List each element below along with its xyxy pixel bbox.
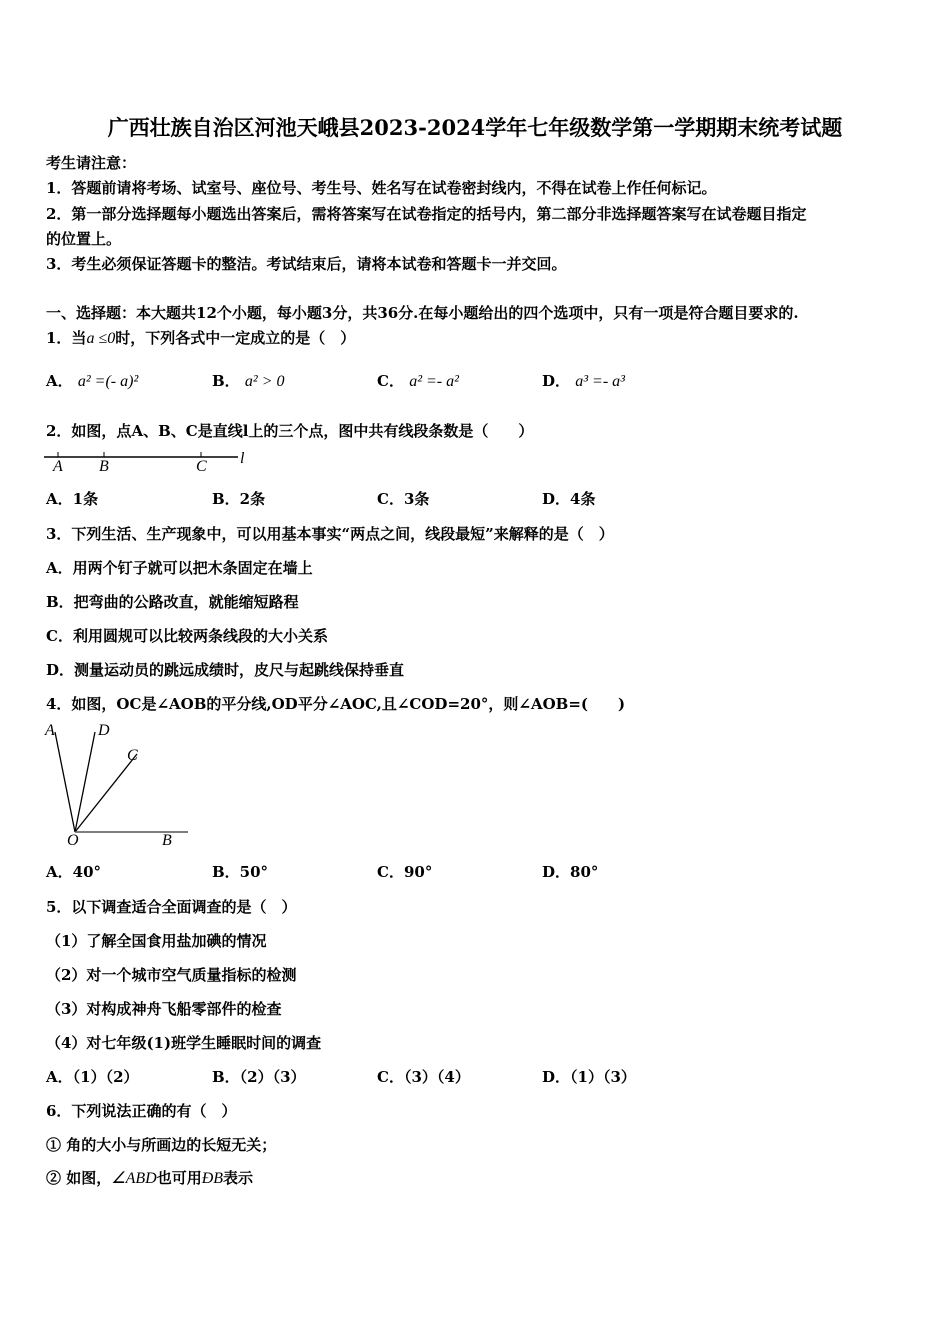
q1-option-b: B． a² > 0 — [212, 372, 285, 390]
q5-option-c: C．（3）（4） — [377, 1068, 470, 1086]
q4-option-a: A．40° — [46, 863, 102, 881]
q5-item: （3）对构成神舟飞船零部件的检查 — [46, 1000, 282, 1018]
q5-item: （2）对一个城市空气质量指标的检测 — [46, 966, 297, 984]
line-label-l: l — [240, 450, 245, 467]
q1-option-d: D． a³ =- a³ — [542, 372, 625, 390]
question-3: 3．下列生活、生产现象中，可以用基本事实“两点之间，线段最短”来解释的是（ ） — [46, 525, 614, 543]
q2-option-d: D．4条 — [542, 490, 596, 508]
notice-item: 3．考生必须保证答题卡的整洁。考试结束后，请将本试卷和答题卡一并交回。 — [46, 255, 567, 273]
q5-option-d: D．（1）（3） — [542, 1068, 636, 1086]
question-2: 2．如图，点A、B、C是直线l上的三个点，图中共有线段条数是（ ） — [46, 422, 534, 440]
notice-item: 的位置上。 — [46, 230, 122, 248]
q1-option-c: C． a² =- a² — [377, 372, 459, 390]
angle-figure — [40, 720, 210, 860]
question-5: 5．以下调查适合全面调查的是（ ） — [46, 898, 297, 916]
q3-option-a: A．用两个钉子就可以把木条固定在墙上 — [46, 559, 313, 577]
line-figure — [44, 450, 264, 480]
q2-option-c: C．3条 — [377, 490, 430, 508]
page-title: 广西壮族自治区河池天峨县2023-2024学年七年级数学第一学期期末统考试题 — [107, 115, 843, 140]
q3-option-c: C．利用圆规可以比较两条线段的大小关系 — [46, 627, 328, 645]
point-label-b: B — [162, 832, 172, 849]
q4-option-b: B．50° — [212, 863, 269, 881]
point-label-a: A — [53, 458, 63, 475]
point-label-o: O — [67, 832, 79, 849]
question-1: 1．当a ≤0时，下列各式中一定成立的是（ ） — [46, 329, 356, 347]
q5-item: （1）了解全国食用盐加碘的情况 — [46, 932, 267, 950]
section-heading: 一、选择题：本大题共12个小题，每小题3分，共36分.在每小题给出的四个选项中，只有一项是符合题目要求的. — [46, 304, 799, 322]
q4-option-c: C．90° — [377, 863, 433, 881]
question-4: 4．如图，OC是∠AOB的平分线,OD平分∠AOC,且∠COD=20°，则∠AOB=( ) — [46, 695, 626, 713]
q6-item: ① 角的大小与所画边的长短无关； — [46, 1136, 277, 1154]
q5-option-a: A．（1）（2） — [46, 1068, 139, 1086]
point-label-a: A — [45, 722, 55, 739]
q4-option-d: D．80° — [542, 863, 599, 881]
notice-item: 1．答题前请将考场、试室号、座位号、考生号、姓名写在试卷密封线内，不得在试卷上作任何标记。 — [46, 179, 717, 197]
q2-option-a: A．1条 — [46, 490, 99, 508]
q6-item: ② 如图，∠ABD也可用ÐB表示 — [46, 1169, 254, 1187]
point-label-b: B — [99, 458, 109, 475]
q3-option-b: B．把弯曲的公路改直，就能缩短路程 — [46, 593, 299, 611]
q1-option-a: A． a² =(- a)² — [46, 372, 139, 390]
question-6: 6．下列说法正确的有（ ） — [46, 1102, 237, 1120]
q3-option-d: D．测量运动员的跳远成绩时，皮尺与起跳线保持垂直 — [46, 661, 405, 679]
q5-option-b: B．（2）（3） — [212, 1068, 306, 1086]
q2-option-b: B．2条 — [212, 490, 266, 508]
q5-item: （4）对七年级(1)班学生睡眠时间的调查 — [46, 1034, 322, 1052]
point-label-c: C — [196, 458, 207, 475]
point-label-d: D — [98, 722, 110, 739]
notice-item: 2．第一部分选择题每小题选出答案后，需将答案写在试卷指定的括号内，第二部分非选择题答案写在试卷题目指定 — [46, 205, 807, 223]
point-label-c: C — [127, 747, 138, 764]
notice-heading: 考生请注意： — [46, 154, 137, 172]
